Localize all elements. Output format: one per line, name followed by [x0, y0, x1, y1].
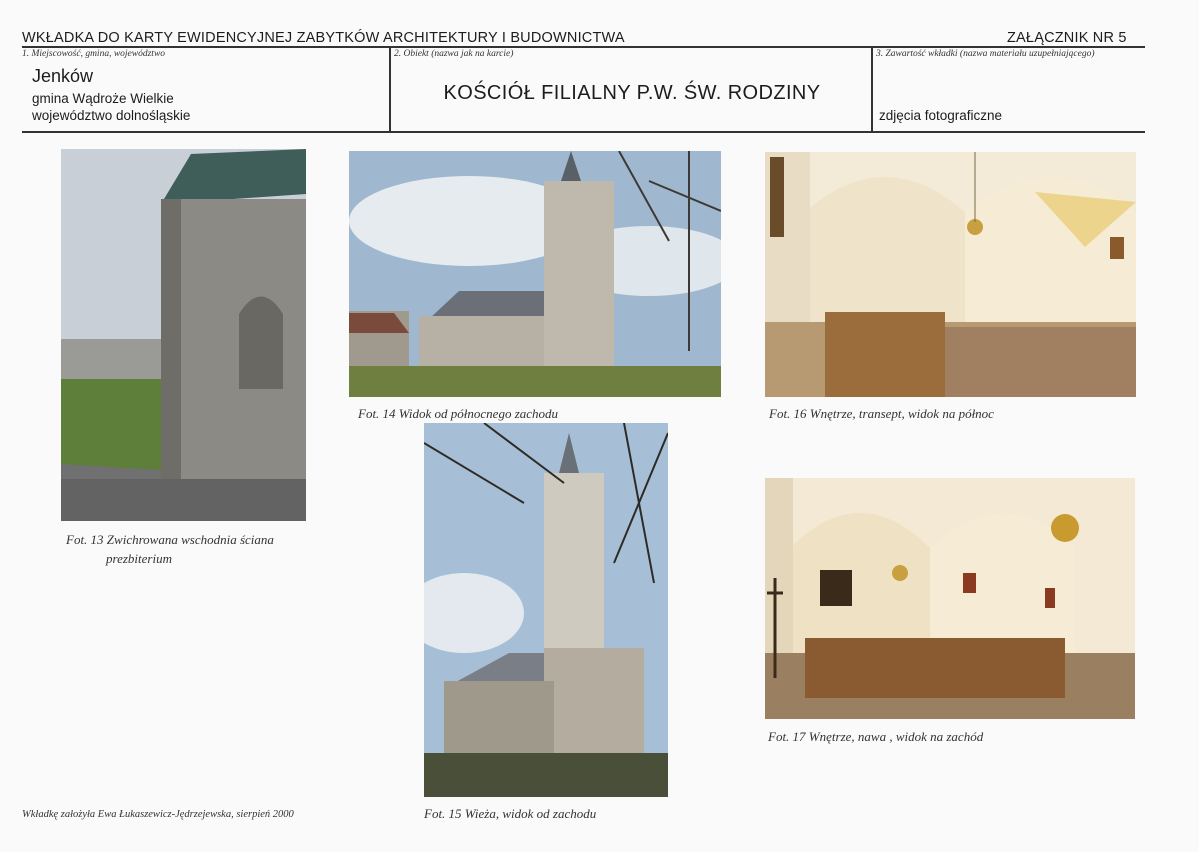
location-voivodeship: województwo dolnośląskie — [32, 108, 191, 123]
photo-14 — [349, 151, 721, 397]
photo-16 — [765, 152, 1136, 397]
header-top-rule — [22, 46, 1145, 48]
photo-13 — [61, 149, 306, 521]
attachment-number: ZAŁĄCZNIK NR 5 — [1007, 30, 1127, 46]
photo-17-caption: Fot. 17 Wnętrze, nawa , widok na zachód — [768, 729, 984, 744]
form-title: WKŁADKA DO KARTY EWIDENCYJNEJ ZABYTKÓW ARCHITEKTURY I BUDOWNICTWA — [22, 30, 625, 46]
location-name: Jenków — [32, 66, 94, 86]
photo-17 — [765, 478, 1135, 719]
contents-value: zdjęcia fotograficzne — [879, 108, 1003, 123]
photo-13-caption: Fot. 13 Zwichrowana wschodnia ściana prezbiterium — [66, 532, 274, 566]
author-note: Wkładkę założyła Ewa Łukaszewicz-Jędrzejewska, sierpień 2000 — [22, 809, 294, 820]
photo-14-caption: Fot. 14 Widok od północnego zachodu — [358, 406, 559, 421]
column-divider — [389, 46, 391, 132]
photo-15-caption: Fot. 15 Wieża, widok od zachodu — [424, 806, 597, 821]
location-commune: gmina Wądroże Wielkie — [32, 91, 174, 106]
photo-15 — [424, 423, 668, 797]
field-label-location: 1. Miejscowość, gmina, województwo — [22, 49, 166, 59]
header-bottom-rule — [22, 131, 1145, 133]
field-label-contents: 3. Zawartość wkładki (nazwa materiału uzupełniającego) — [876, 49, 1095, 59]
field-label-object: 2. Obiekt (nazwa jak na karcie) — [394, 49, 514, 59]
object-name: KOŚCIÓŁ FILIALNY P.W. ŚW. RODZINY — [443, 82, 821, 104]
photo-16-caption: Fot. 16 Wnętrze, transept, widok na północ — [769, 406, 994, 421]
